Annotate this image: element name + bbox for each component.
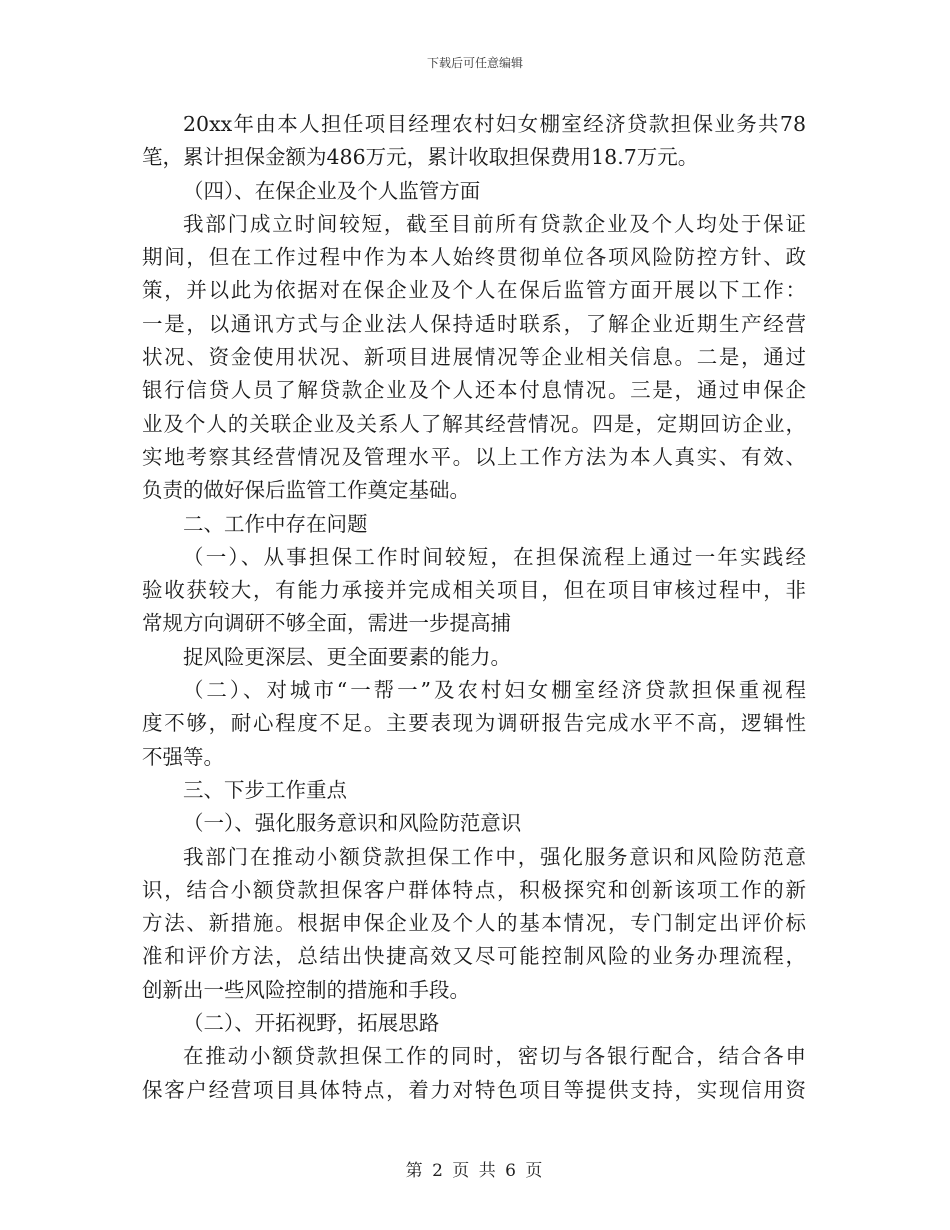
- text-line: 我部门在推动小额贷款担保工作中，强化服务意识和风险防范意: [183, 844, 806, 869]
- page-number-footer: 第 2 页 共 6 页: [405, 1161, 545, 1181]
- text-line: 实地考察其经营情况及管理水平。以上工作方法为本人真实、有效、: [142, 444, 806, 469]
- text-line: 度不够，耐心程度不足。主要表现为调研报告完成水平不高，逻辑性: [142, 711, 806, 736]
- document-body: [142, 108, 806, 1107]
- text-line: 识，结合小额贷款担保客户群体特点，积极探究和创新该项工作的新: [142, 877, 806, 902]
- text-line: 方法、新措施。根据申保企业及个人的基本情况，专门制定出评价标: [142, 911, 806, 936]
- text-line: 20xx年由本人担任项目经理农村妇女棚室经济贷款担保业务共78: [183, 112, 806, 136]
- text-line: 状况、资金使用状况、新项目进展情况等企业相关信息。二是，通过: [142, 345, 806, 370]
- text-line: 创新出一些风险控制的措施和手段。: [142, 977, 470, 1002]
- text-line: 我部门成立时间较短，截至目前所有贷款企业及个人均处于保证: [183, 211, 806, 236]
- text-line: （一）、强化服务意识和风险防范意识: [183, 811, 522, 836]
- page-header-note: 下载后可任意编辑: [426, 56, 523, 70]
- text-line: 一是，以通讯方式与企业法人保持适时联系，了解企业近期生产经营: [142, 311, 806, 336]
- text-line: （二）、开拓视野，拓展思路: [183, 1011, 440, 1036]
- text-line: 准和评价方法，总结出快捷高效又尽可能控制风险的业务办理流程，: [142, 944, 806, 969]
- text-line: 笔，累计担保金额为486万元，累计收取担保费用18.7万元。: [142, 145, 699, 170]
- text-line: 常规方向调研不够全面，需进一步提高捕: [142, 611, 511, 636]
- text-line: 在推动小额贷款担保工作的同时，密切与各银行配合，结合各申: [183, 1044, 806, 1069]
- text-line: 三、下步工作重点: [183, 777, 347, 802]
- text-line: 二、工作中存在问题: [183, 511, 368, 536]
- text-line: 银行信贷人员了解贷款企业及个人还本付息情况。三是，通过申保企: [142, 378, 806, 403]
- text-line: （四）、在保企业及个人监管方面: [183, 178, 481, 203]
- text-line: 保客户经营项目具体特点，着力对特色项目等提供支持，实现信用资: [142, 1077, 806, 1102]
- text-line: 期间，但在工作过程中作为本人始终贯彻单位各项风险防控方针、政: [142, 245, 806, 270]
- text-line: （一）、从事担保工作时间较短，在担保流程上通过一年实践经: [183, 544, 806, 569]
- text-line: 不强等。: [142, 744, 224, 769]
- text-line: 策，并以此为依据对在保企业及个人在保后监管方面开展以下工作：: [142, 278, 806, 303]
- text-line: 负责的做好保后监管工作奠定基础。: [142, 478, 470, 503]
- text-line: 业及个人的关联企业及关系人了解其经营情况。四是，定期回访企业，: [142, 411, 806, 436]
- text-line: （二）、对城市“一帮一”及农村妇女棚室经济贷款担保重视程: [183, 678, 806, 703]
- text-line: 捉风险更深层、更全面要素的能力。: [183, 644, 511, 669]
- text-line: 验收获较大，有能力承接并完成相关项目，但在项目审核过程中，非: [142, 578, 806, 603]
